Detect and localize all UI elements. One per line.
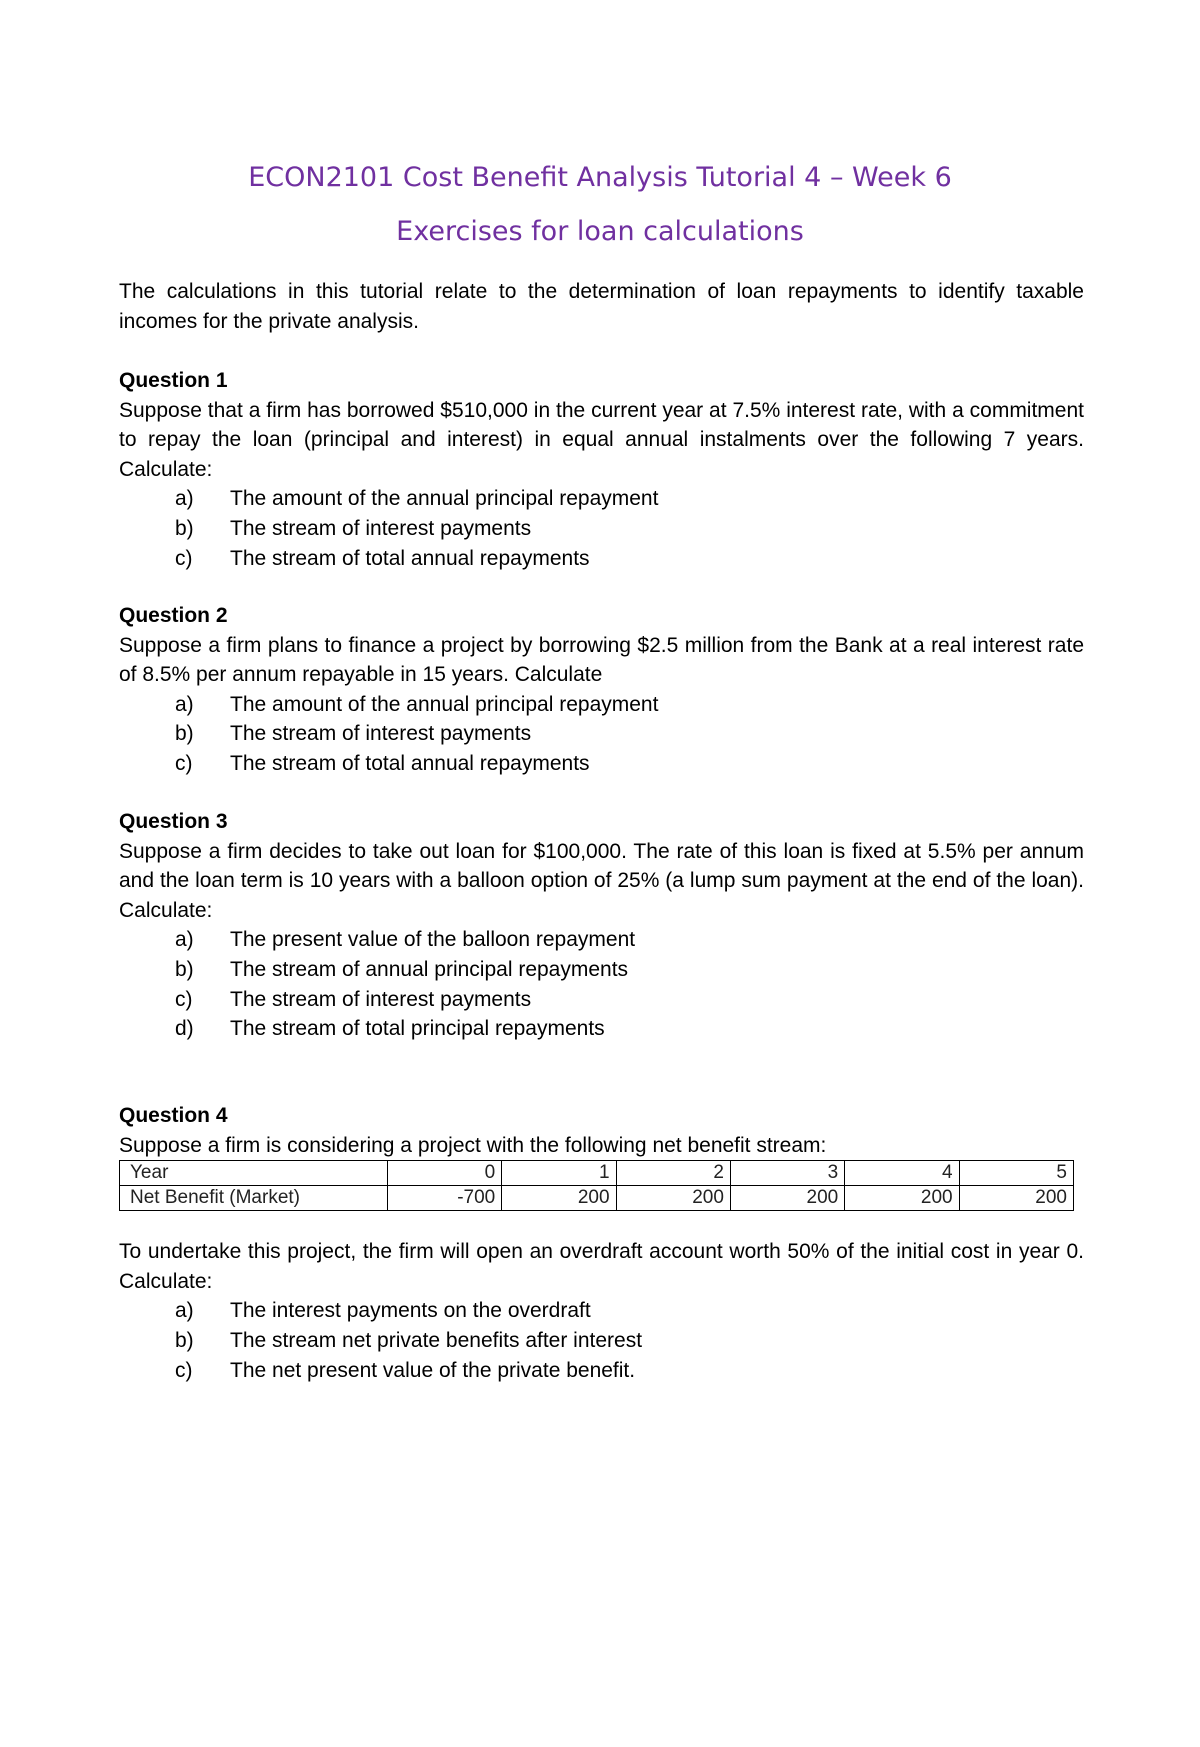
list-item xyxy=(119,690,1084,720)
list-item-text: The stream of interest payments xyxy=(230,722,532,746)
list-item xyxy=(119,514,1084,544)
table-cell: 200 xyxy=(616,1186,730,1211)
question-text: Suppose a firm is considering a project with the following net benefit stream: xyxy=(119,1133,827,1157)
question-3 xyxy=(119,807,1084,1044)
document-subtitle: Exercises for loan calculations xyxy=(396,216,804,247)
question-items xyxy=(119,925,1084,1043)
list-marker: b) xyxy=(175,722,194,746)
list-marker: b) xyxy=(175,957,194,981)
table-row xyxy=(120,1161,1074,1186)
table-cell: 5 xyxy=(959,1161,1073,1186)
list-marker: b) xyxy=(175,516,194,540)
list-item-text: The stream of total annual repayments xyxy=(230,751,590,775)
table-row-label: Net Benefit (Market) xyxy=(120,1186,388,1211)
list-item xyxy=(119,1296,1084,1326)
question-text-2: To undertake this project, the firm will open an overdraft account worth 50% of the initial cost in year 0. Calculate: xyxy=(119,1240,1084,1293)
list-marker: a) xyxy=(175,1299,194,1323)
list-item-text: The stream net private benefits after interest xyxy=(230,1328,643,1352)
question-heading: Question 2 xyxy=(119,604,228,627)
list-item-text: The interest payments on the overdraft xyxy=(230,1299,591,1323)
list-marker: b) xyxy=(175,1328,194,1352)
question-items xyxy=(119,690,1084,779)
list-item xyxy=(119,484,1084,514)
question-text: Suppose that a firm has borrowed $510,000 in the current year at 7.5% interest rate, with a commitment to repay the loan (principal and interest) in equal annual instalments over the following 7 years. Calculate: xyxy=(119,398,1084,481)
table-cell: 3 xyxy=(730,1161,844,1186)
list-item-text: The net present value of the private benefit. xyxy=(230,1358,636,1382)
question-items xyxy=(119,484,1084,573)
question-items xyxy=(119,1296,1084,1385)
list-item xyxy=(119,719,1084,749)
list-item xyxy=(119,1014,1084,1044)
list-item-text: The stream of interest payments xyxy=(230,516,532,540)
list-item-text: The amount of the annual principal repayment xyxy=(230,692,659,716)
table-cell: 200 xyxy=(502,1186,616,1211)
list-marker: a) xyxy=(175,692,194,716)
table-row xyxy=(120,1186,1074,1211)
list-marker: c) xyxy=(175,751,193,775)
list-marker: c) xyxy=(175,546,193,570)
intro-block xyxy=(119,277,1084,336)
list-marker: c) xyxy=(175,987,193,1011)
list-marker: c) xyxy=(175,1358,193,1382)
table-cell: -700 xyxy=(387,1186,501,1211)
question-1 xyxy=(119,366,1084,573)
list-marker: d) xyxy=(175,1017,194,1041)
list-item xyxy=(119,544,1084,574)
list-item xyxy=(119,749,1084,779)
question-heading: Question 4 xyxy=(119,1104,228,1127)
list-item-text: The amount of the annual principal repayment xyxy=(230,487,659,511)
table-row-label: Year xyxy=(120,1161,388,1186)
question-2 xyxy=(119,601,1084,779)
list-item-text: The stream of interest payments xyxy=(230,987,532,1011)
list-item xyxy=(119,985,1084,1015)
list-marker: a) xyxy=(175,487,194,511)
table-cell: 0 xyxy=(387,1161,501,1186)
list-item xyxy=(119,1356,1084,1386)
list-item-text: The stream of annual principal repayments xyxy=(230,957,629,981)
list-item-text: The present value of the balloon repayment xyxy=(230,928,636,952)
document-title: ECON2101 Cost Benefit Analysis Tutorial 4 – Week 6 xyxy=(248,162,952,193)
list-item xyxy=(119,1326,1084,1356)
table-cell: 4 xyxy=(845,1161,959,1186)
list-item-text: The stream of total annual repayments xyxy=(230,546,590,570)
question-text: Suppose a firm decides to take out loan for $100,000. The rate of this loan is fixed at 5.5% per annum and the loan term is 10 years with a balloon option of 25% (a lump sum payment at the end of the loan). Calculate: xyxy=(119,839,1084,922)
table-cell: 200 xyxy=(959,1186,1073,1211)
table-cell: 200 xyxy=(845,1186,959,1211)
question-heading: Question 3 xyxy=(119,810,228,833)
question-text: Suppose a firm plans to finance a project by borrowing $2.5 million from the Bank at a real interest rate of 8.5% per annum repayable in 15 years. Calculate xyxy=(119,633,1084,687)
list-marker: a) xyxy=(175,928,194,952)
list-item xyxy=(119,925,1084,955)
question-heading: Question 1 xyxy=(119,369,228,392)
list-item-text: The stream of total principal repayments xyxy=(230,1017,605,1041)
question-4 xyxy=(119,1101,1084,1385)
table-cell: 1 xyxy=(502,1161,616,1186)
table-cell: 200 xyxy=(730,1186,844,1211)
intro-paragraph: The calculations in this tutorial relate to the determination of loan repayments to identify taxable incomes for the private analysis. xyxy=(119,280,1084,333)
table-cell: 2 xyxy=(616,1161,730,1186)
net-benefit-table xyxy=(119,1160,1074,1211)
list-item xyxy=(119,955,1084,985)
